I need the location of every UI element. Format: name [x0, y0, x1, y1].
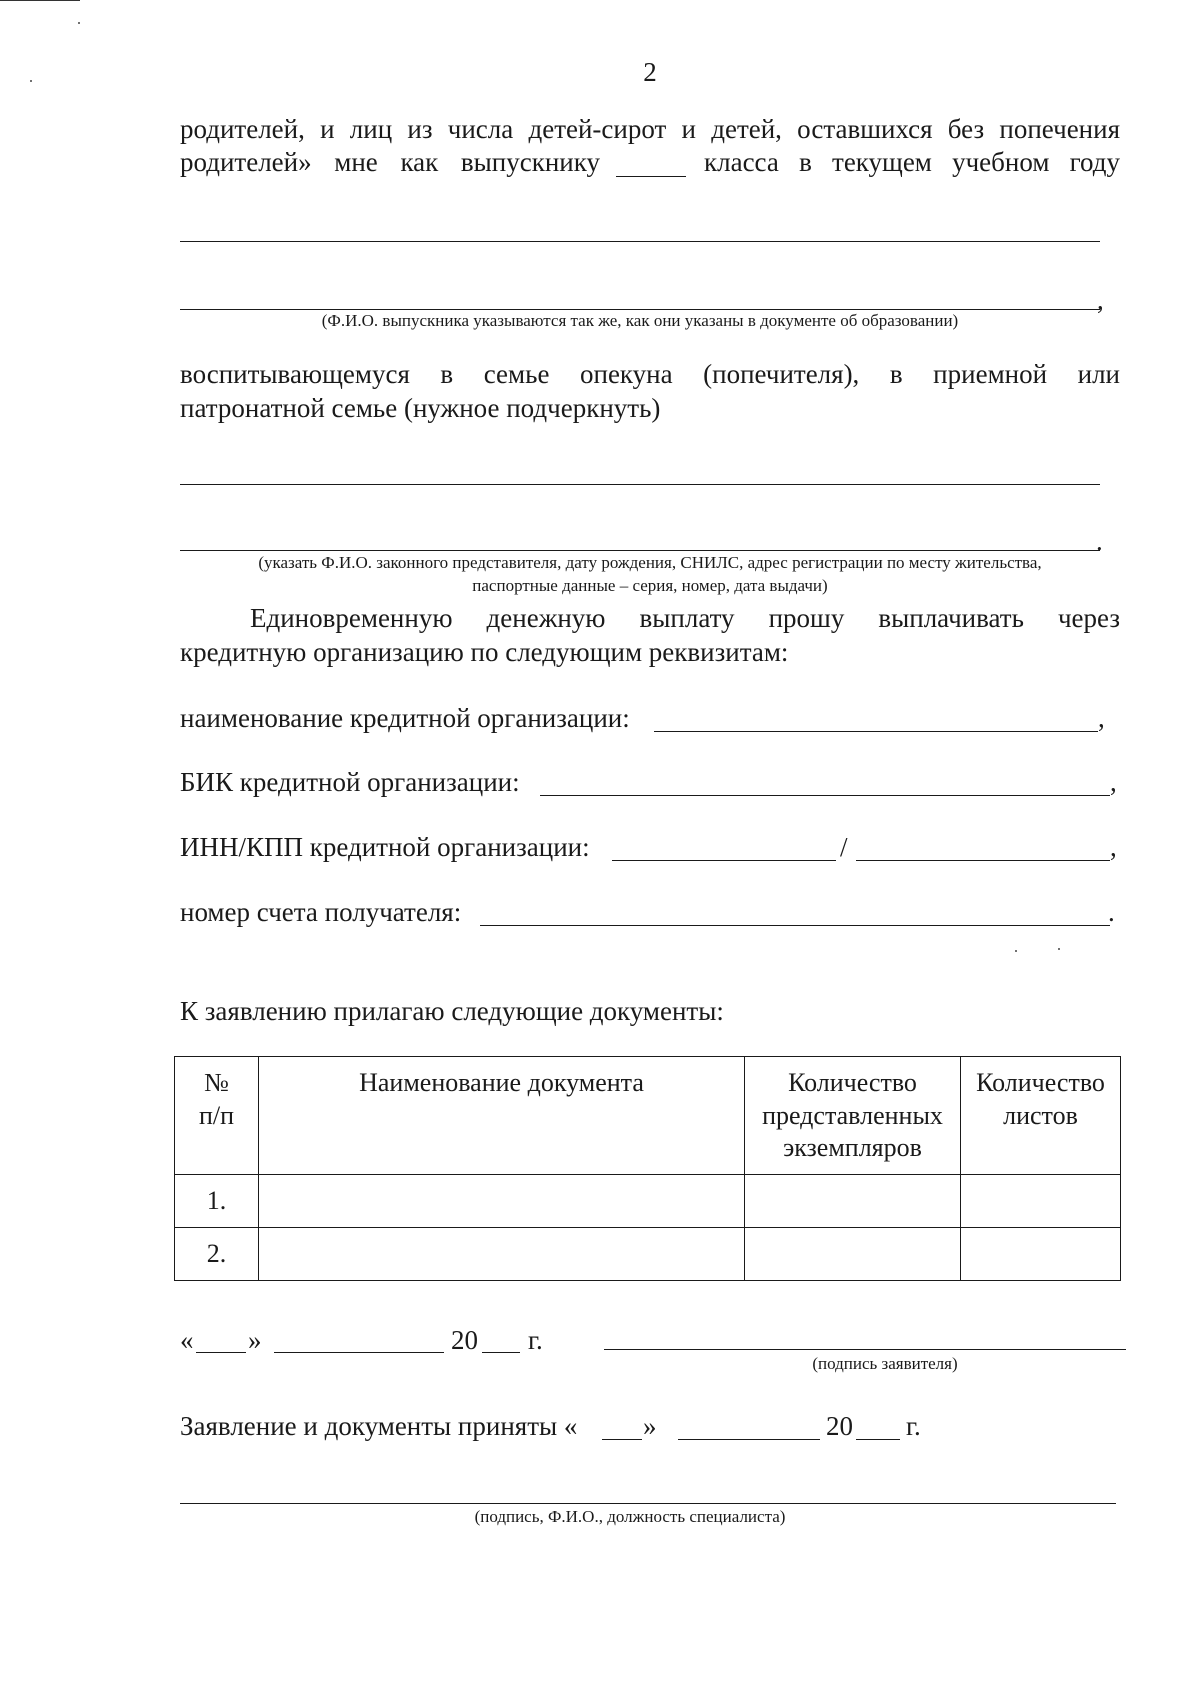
row-sheets-cell[interactable]	[961, 1228, 1121, 1281]
scan-edge-mark	[0, 0, 80, 1]
kpp-field-line[interactable]	[856, 860, 1110, 861]
header-sheets-count: Количество листов	[961, 1057, 1121, 1175]
specialist-signature-line[interactable]	[180, 1503, 1116, 1504]
accepted-year-prefix: 20	[826, 1411, 853, 1441]
applicant-signature-line[interactable]	[604, 1349, 1126, 1350]
table-row	[175, 1175, 1121, 1228]
row-copies-cell[interactable]	[745, 1175, 961, 1228]
paragraph-guardian-line-2: патронатной семье (нужное подчеркнуть)	[180, 393, 661, 423]
scan-speck	[1058, 948, 1060, 950]
paragraph-guardian-line-1: воспитывающемуся в семье опекуна (попечителя), в приемной или	[180, 359, 1120, 389]
scan-speck	[30, 80, 32, 82]
accepted-label: Заявление и документы приняты «	[180, 1411, 578, 1441]
caption-graduate-name: (Ф.И.О. выпускника указываются так же, как они указаны в документе об образовании)	[321, 311, 959, 330]
label-bik: БИК кредитной организации:	[180, 767, 520, 797]
row-number: 2.	[175, 1228, 259, 1281]
date-year-prefix: 20	[451, 1325, 478, 1355]
caption-specialist: (подпись, Ф.И.О., должность специалиста)	[474, 1507, 786, 1526]
representative-info-line-1[interactable]	[180, 484, 1100, 485]
paragraph-intro-line-1: родителей, и лиц из числа детей-сирот и детей, оставшихся без попечения	[180, 114, 1120, 144]
date-close-quote: »	[248, 1325, 262, 1355]
inn-kpp-comma: ,	[1110, 832, 1117, 862]
date-month-line[interactable]	[274, 1352, 444, 1353]
caption-representative-line-1: (указать Ф.И.О. законного представителя, дату рождения, СНИЛС, адрес регистрации по месту жительства,	[258, 553, 1042, 572]
date-year-suffix: г.	[528, 1325, 543, 1355]
date-day-line[interactable]	[196, 1352, 246, 1353]
bank-name-comma: ,	[1098, 703, 1105, 733]
paragraph-payment-line-1: Единовременную денежную выплату прошу выплачивать через	[250, 603, 1120, 633]
label-inn-kpp: ИНН/КПП кредитной организации:	[180, 832, 590, 862]
accepted-day-line[interactable]	[602, 1439, 642, 1440]
accepted-month-line[interactable]	[678, 1439, 820, 1440]
table-header-row	[175, 1057, 1121, 1175]
bik-comma: ,	[1110, 767, 1117, 797]
inn-field-line[interactable]	[612, 860, 836, 861]
label-account-number: номер счета получателя:	[180, 897, 462, 927]
graduate-name-line-2[interactable]	[180, 309, 1100, 310]
scan-speck	[1015, 950, 1017, 952]
grade-blank-line[interactable]	[616, 176, 686, 177]
scan-speck	[78, 22, 80, 24]
graduate-name-comma: ,	[1097, 285, 1104, 315]
inn-kpp-slash: /	[840, 832, 848, 862]
paragraph-intro-line-2-start: родителей» мне как выпускнику	[180, 147, 600, 177]
paragraph-payment-line-2: кредитную организацию по следующим реквизитам:	[180, 637, 789, 667]
table-row	[175, 1228, 1121, 1281]
date-open-quote: «	[180, 1325, 194, 1355]
account-number-period: .	[1108, 897, 1115, 927]
paragraph-intro-line-2-end: класса в текущем учебном году	[704, 147, 1120, 177]
row-document-name-cell[interactable]	[259, 1228, 745, 1281]
row-number: 1.	[175, 1175, 259, 1228]
representative-info-period: .	[1096, 526, 1103, 556]
accepted-close-quote: »	[643, 1411, 657, 1441]
caption-representative-line-2: паспортные данные – серия, номер, дата выдачи)	[472, 576, 828, 595]
accepted-year-suffix: г.	[906, 1411, 921, 1441]
graduate-name-line-1[interactable]	[180, 241, 1100, 242]
representative-info-line-2[interactable]	[180, 550, 1100, 551]
row-copies-cell[interactable]	[745, 1228, 961, 1281]
documents-table	[174, 1056, 1121, 1281]
row-sheets-cell[interactable]	[961, 1175, 1121, 1228]
date-year-line[interactable]	[482, 1352, 520, 1353]
accepted-year-line[interactable]	[856, 1439, 900, 1440]
header-number: № п/п	[175, 1057, 259, 1175]
page-number: 2	[643, 57, 657, 87]
bank-name-field-line[interactable]	[654, 731, 1098, 732]
row-document-name-cell[interactable]	[259, 1175, 745, 1228]
header-copies-count: Количество представленных экземпляров	[745, 1057, 961, 1175]
header-document-name: Наименование документа	[259, 1057, 745, 1175]
caption-applicant-signature: (подпись заявителя)	[812, 1354, 958, 1373]
attachments-intro: К заявлению прилагаю следующие документы:	[180, 996, 724, 1026]
bik-field-line[interactable]	[540, 795, 1110, 796]
label-bank-name: наименование кредитной организации:	[180, 703, 630, 733]
account-number-field-line[interactable]	[480, 925, 1110, 926]
